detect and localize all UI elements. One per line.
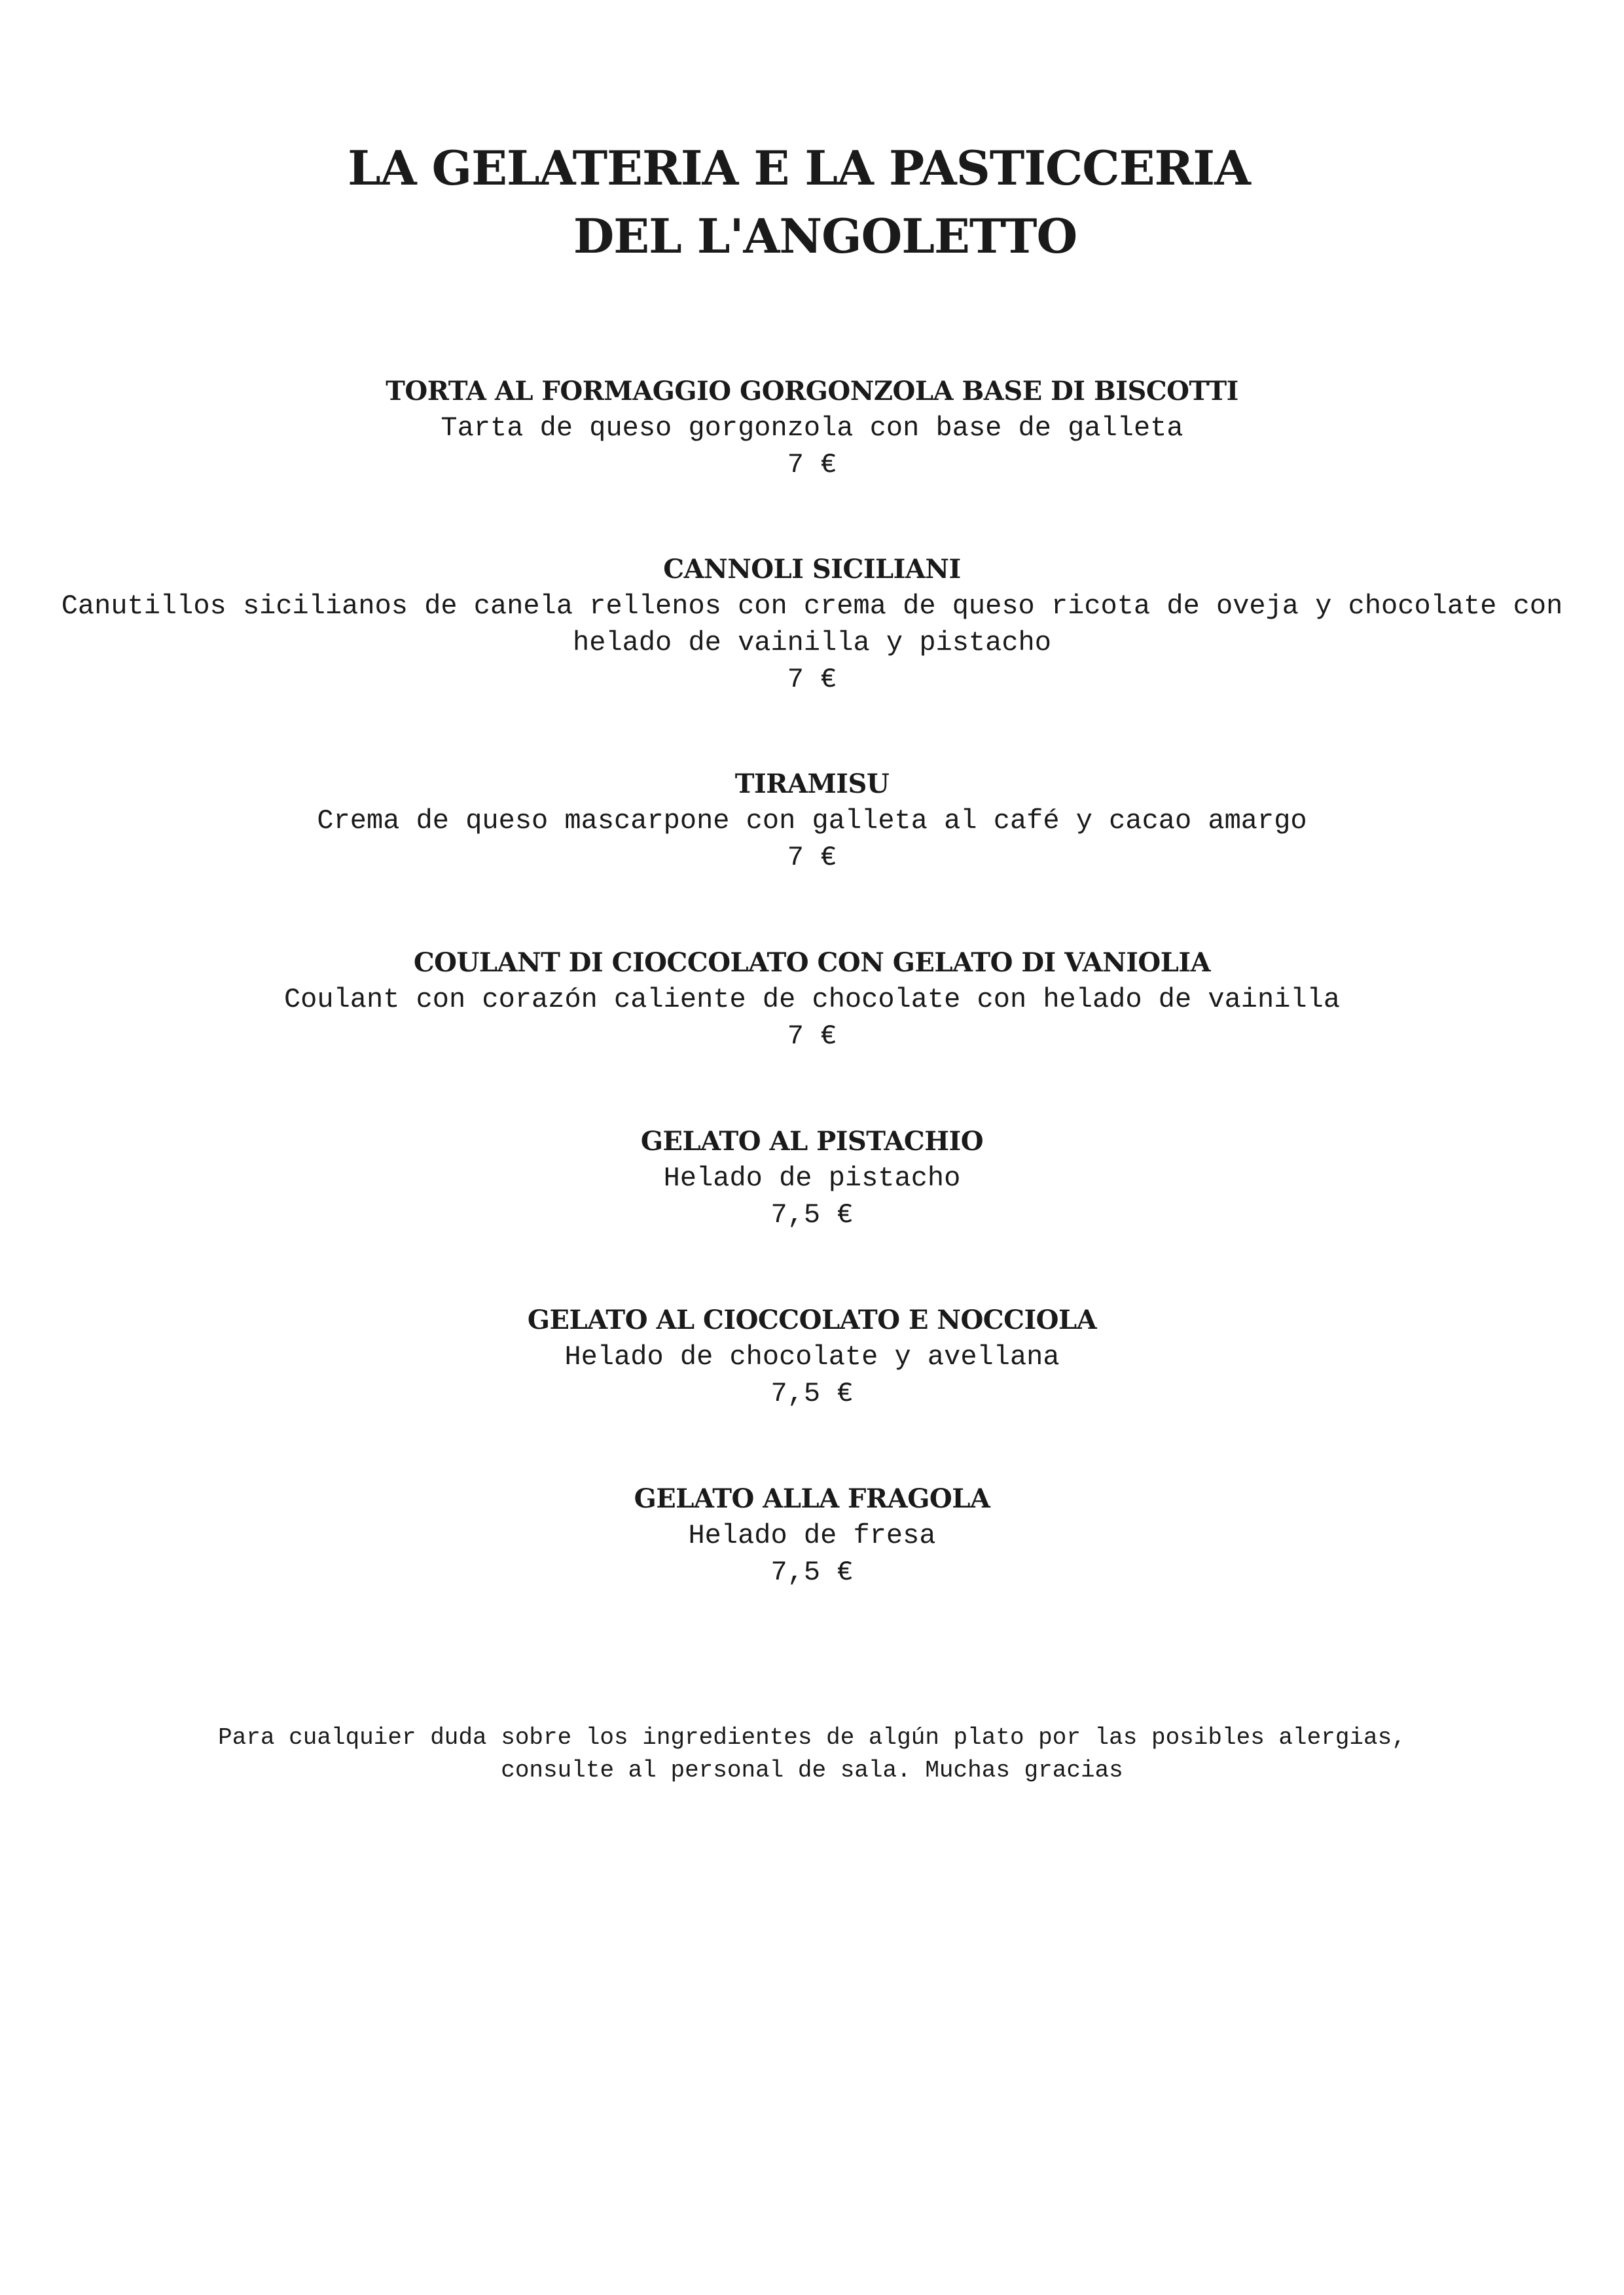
allergy-notice-line-2: consulte al personal de sala. Muchas gracias [501,1757,1123,1784]
menu-item-gelato-fragola [0,1481,1624,1591]
menu-item-price: 7,5 € [770,1199,854,1231]
menu-item-name: COULANT DI CIOCCOLATO CON GELATO DI VANIOLIA [413,947,1211,978]
menu-title-line-2: DEL L'ANGOLETTO [573,208,1077,264]
menu-item-price: 7,5 € [770,1557,854,1588]
menu-title [0,134,1624,270]
menu-title-line-1: LA GELATERIA E LA PASTICCERIA [348,140,1250,196]
menu-item-name: CANNOLI SICILIANI [663,554,961,585]
menu-item-coulant [0,945,1624,1055]
menu-item-description: Coulant con corazón caliente de chocolate con helado de vainilla [283,984,1341,1015]
menu-item-description: Helado de chocolate y avellana [564,1341,1060,1373]
menu-item-torta-gorgonzola [0,373,1624,483]
menu-item-gelato-pistachio [0,1123,1624,1233]
menu-item-price: 7 € [787,1021,837,1052]
menu-item-name: TORTA AL FORMAGGIO GORGONZOLA BASE DI BISCOTTI [386,376,1238,407]
menu-item-price: 7,5 € [770,1378,854,1409]
menu-item-price: 7 € [787,842,837,873]
menu-item-name: GELATO AL CIOCCOLATO E NOCCIOLA [527,1305,1097,1335]
menu-item-description: Tarta de queso gorgonzola con base de galleta [441,412,1183,444]
menu-item-cannoli [0,551,1624,698]
menu-item-description: Helado de fresa [688,1520,936,1551]
menu-item-price: 7 € [787,449,837,480]
allergy-notice-line-1: Para cualquier duda sobre los ingredientes de algún plato por las posibles alergias, [218,1724,1406,1751]
menu-item-tiramisu [0,766,1624,876]
menu-item-name: TIRAMISU [734,768,890,799]
menu-item-gelato-cioccolato [0,1302,1624,1412]
menu-item-description: Canutillos sicilianos de canela rellenos con crema de queso ricota de oveja y chocolate con helado de vainilla y pistacho [61,590,1563,659]
allergy-notice [0,1722,1624,1787]
menu-item-description: Helado de pistacho [663,1163,961,1194]
menu-item-name: GELATO AL PISTACHIO [640,1126,984,1157]
menu-item-price: 7 € [787,664,837,695]
menu-item-name: GELATO ALLA FRAGOLA [634,1483,990,1514]
menu-item-description: Crema de queso mascarpone con galleta al café y cacao amargo [317,805,1307,837]
